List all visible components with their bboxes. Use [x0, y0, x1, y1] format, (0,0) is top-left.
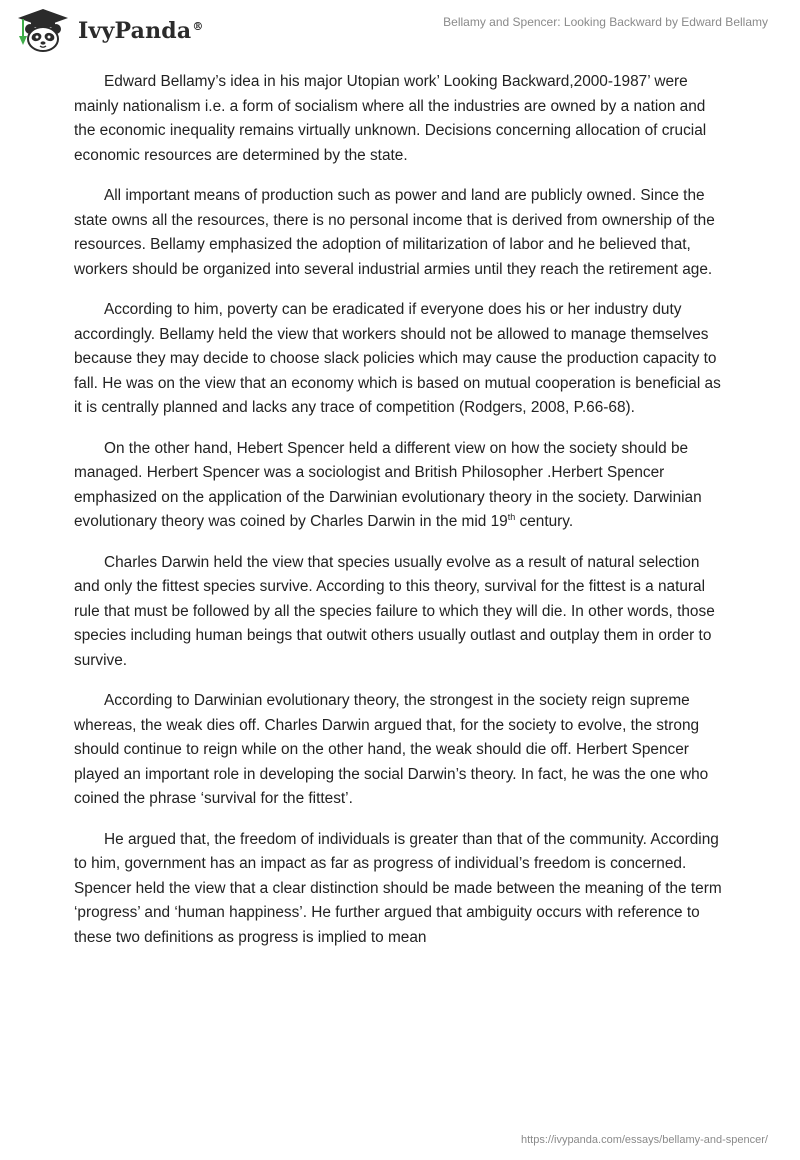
registered-mark: ®: [192, 19, 204, 33]
paragraph: [74, 437, 726, 535]
paragraph: Edward Bellamy’s idea in his major Utopian work’ Looking Backward,2000-1987’ were mainly nationalism i.e. a form of socialism where all the industries are owned by a nation and the economic inequality remains virtually unknown. Decisions concerning allocation of crucial economic resources are determined by the state.: [74, 73, 707, 164]
essay-body: [74, 70, 726, 966]
paragraph: All important means of production such as power and land are publicly owned. Since the state owns all the resources, there is no personal income that is derived from ownership of the resources. Bellamy emphasized the adoption of militarization of labor and he believed that, workers should be organized into several industrial armies until they reach the retirement age.: [74, 187, 715, 278]
paragraph-text: century.: [515, 513, 574, 530]
paragraph-text: On the other hand, Hebert Spencer held a different view on how the society should be managed. Herbert Spencer was a sociologist and British Philosopher .Herbert Spencer emphasized on the application of the Darwinian evolutionary theory in the society. Darwinian evolutionary theory was coined by Charles Darwin in the mid 19: [74, 439, 702, 530]
paragraph: Charles Darwin held the view that species usually evolve as a result of natural selection and only the fittest species survive. According to this theory, survival for the fittest is a natural rule that must be followed by all the species failure to which they will die. In other words, those species including human beings that outwit others usually outlast and outplay them in order to survive.: [74, 553, 715, 669]
superscript-th: th: [507, 511, 516, 522]
panda-graduate-icon: [14, 6, 72, 54]
document-title: Bellamy and Spencer: Looking Backward by Edward Bellamy: [443, 15, 768, 29]
source-url[interactable]: https://ivypanda.com/essays/bellamy-and-spencer/: [520, 1134, 768, 1146]
brand-name: IvyPanda®: [78, 18, 204, 44]
ivypanda-logo[interactable]: [14, 6, 204, 54]
paragraph: He argued that, the freedom of individuals is greater than that of the community. According to him, government has an impact as far as progress of individual’s freedom is concerned. Spencer held the view that a clear distinction should be made between the meaning of the term ‘progress’ and ‘human happiness’. He further argued that ambiguity occurs with reference to these two definitions as progress is implied to mean: [74, 830, 722, 946]
page-header: [0, 0, 800, 60]
paragraph: According to Darwinian evolutionary theory, the strongest in the society reign supreme whereas, the weak dies off. Charles Darwin argued that, for the society to evolve, the strong should continue to reign while on the other hand, the weak should die off. Herbert Spencer played an important role in developing the social Darwin’s theory. In fact, he was the one who coined the phrase ‘survival for the fittest’.: [74, 692, 709, 807]
paragraph: According to him, poverty can be eradicated if everyone does his or her industry duty accordingly. Bellamy held the view that workers should not be allowed to manage themselves because they may decide to choose slack policies which may cause the production capacity to fall. He was on the view that an economy which is based on mutual cooperation is beneficial as it is centrally planned and lacks any trace of competition (Rodgers, 2008, P.66-68).: [74, 301, 721, 416]
